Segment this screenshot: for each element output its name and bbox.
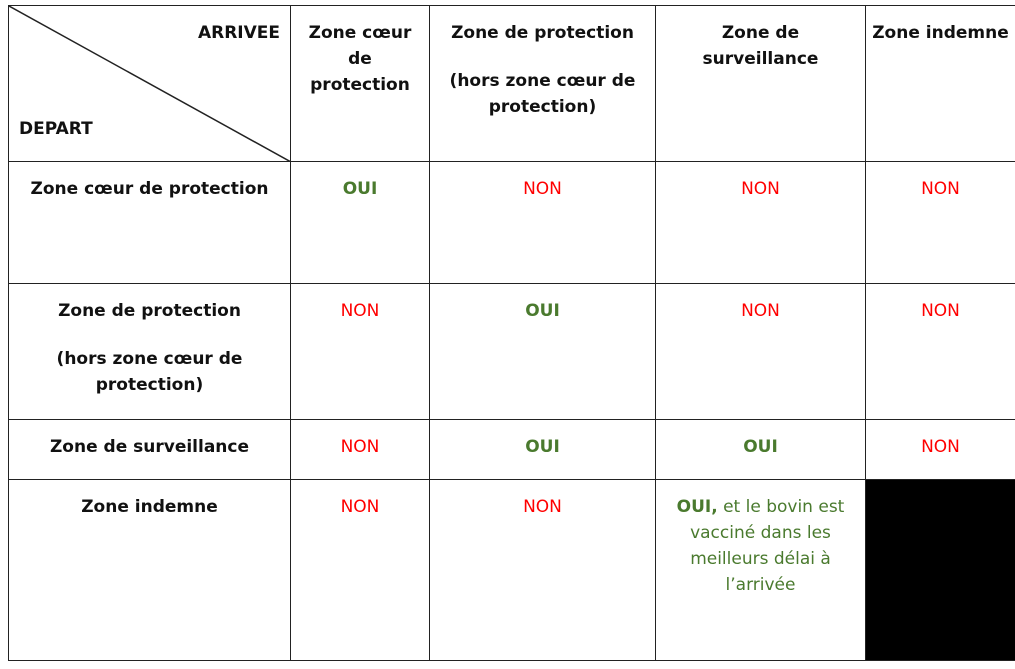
cell-surveillance-to-surveillance xyxy=(656,420,866,480)
no-value: NON xyxy=(921,437,960,457)
cell-coeur-to-surveillance xyxy=(656,162,866,284)
yes-value: OUI xyxy=(342,179,378,199)
cell-protection-to-surveillance xyxy=(656,284,866,420)
cell-coeur-to-protection xyxy=(430,162,656,284)
condition-note: et le bovin est vacciné dans les meilleurs délai à l’arrivée xyxy=(690,497,845,595)
row-header-coeur: Zone cœur de protection xyxy=(9,162,291,284)
no-value: NON xyxy=(523,497,562,517)
cell-indemne-to-surveillance xyxy=(656,480,866,661)
yes-value: OUI xyxy=(743,437,778,457)
cell-indemne-to-protection xyxy=(430,480,656,661)
cell-indemne-to-indemne xyxy=(866,480,1015,661)
cell-surveillance-to-coeur xyxy=(291,420,430,480)
col-header-protection: Zone de protection (hors zone cœur de protection) xyxy=(430,6,656,162)
yes-value: OUI xyxy=(525,301,560,321)
no-value: NON xyxy=(921,301,960,321)
no-value: NON xyxy=(921,179,960,199)
no-value: NON xyxy=(340,301,380,321)
cell-indemne-to-coeur xyxy=(291,480,430,661)
yes-value: OUI xyxy=(525,437,560,457)
table-row xyxy=(9,284,1015,420)
yes-value: OUI, xyxy=(676,497,718,517)
col-header-coeur: Zone cœur de protection xyxy=(291,6,430,162)
no-value: NON xyxy=(741,301,780,321)
col-header-indemne: Zone indemne xyxy=(866,6,1015,162)
cell-coeur-to-coeur xyxy=(291,162,430,284)
col-header-surveillance: Zone de surveillance xyxy=(656,6,866,162)
no-value: NON xyxy=(523,179,562,199)
corner-cell xyxy=(9,6,291,162)
arrival-label: ARRIVEE xyxy=(197,23,280,43)
no-value: NON xyxy=(340,437,380,457)
departure-label: DEPART xyxy=(19,119,93,139)
row-header-protection: Zone de protection (hors zone cœur de protection) xyxy=(9,284,291,420)
no-value: NON xyxy=(741,179,780,199)
cell-surveillance-to-protection xyxy=(430,420,656,480)
cell-coeur-to-indemne xyxy=(866,162,1015,284)
movement-matrix-table xyxy=(8,5,1015,661)
row-header-indemne: Zone indemne xyxy=(9,480,291,661)
table-row xyxy=(9,420,1015,480)
cell-protection-to-protection xyxy=(430,284,656,420)
cell-protection-to-coeur xyxy=(291,284,430,420)
no-value: NON xyxy=(340,497,380,517)
table-row xyxy=(9,162,1015,284)
cell-surveillance-to-indemne xyxy=(866,420,1015,480)
row-header-surveillance: Zone de surveillance xyxy=(9,420,291,480)
cell-protection-to-indemne xyxy=(866,284,1015,420)
table-row xyxy=(9,480,1015,661)
